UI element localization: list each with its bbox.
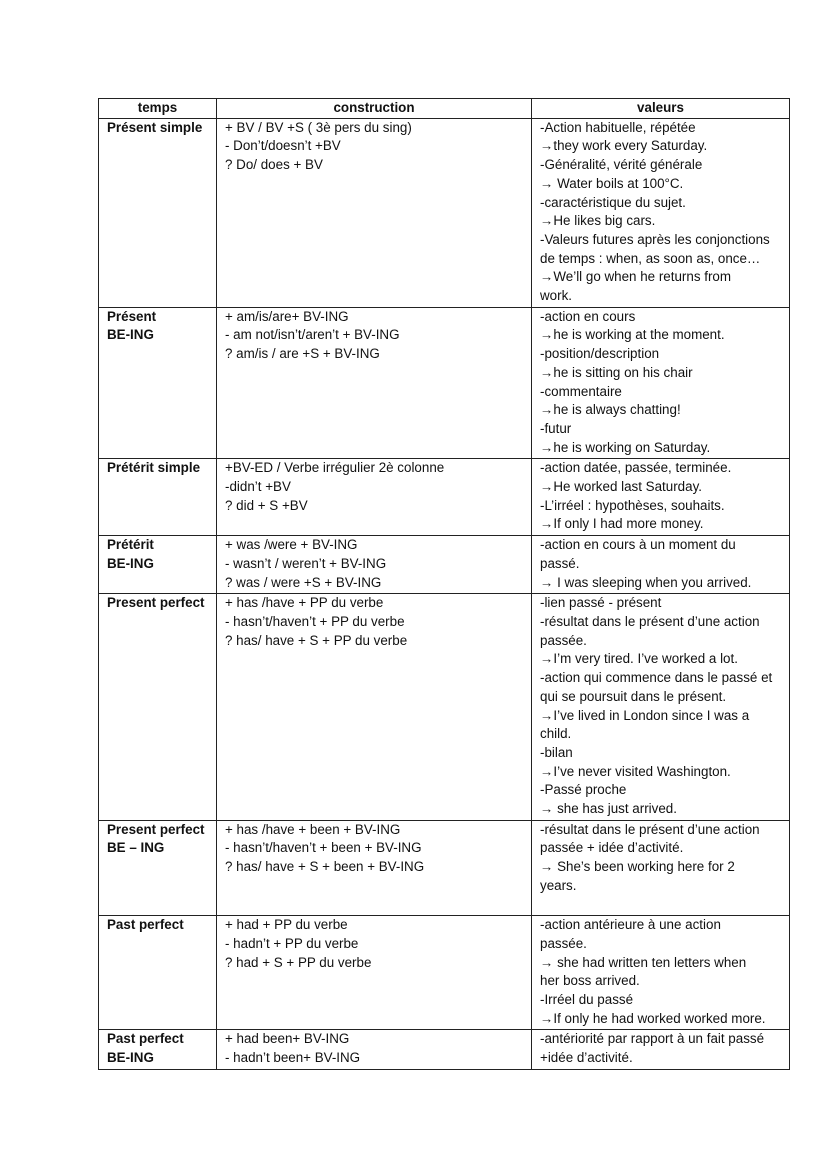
tense-cell [99,916,217,1030]
values-line: -action en cours à un moment du [540,537,736,553]
construction-line: + was /were + BV-ING [225,537,358,553]
values-cell [532,118,790,307]
values-line: →I’ve never visited Washington. [540,763,731,779]
construction-cell [217,820,532,916]
construction-line: ? has/ have + S + PP du verbe [225,632,408,648]
tense-line: BE-ING [107,555,154,571]
table-row [99,118,790,307]
header-row [99,99,790,119]
tense-line: Prétérit [107,537,154,553]
table-row [99,307,790,459]
table-body [99,118,790,1069]
tense-line: Present perfect [107,821,205,837]
values-line: → she has just arrived. [540,801,677,817]
tense-cell [99,536,217,594]
values-line: -Valeurs futures après les conjonctions [540,231,770,247]
values-line: +idée d’activité. [540,1050,633,1066]
table-row [99,820,790,916]
values-line: -Irréel du passé [540,992,634,1008]
construction-cell [217,118,532,307]
tense-line: Present perfect [107,595,205,611]
construction-line: - hasn’t/haven’t + PP du verbe [225,613,405,629]
values-line: -L’irréel : hypothèses, souhaits. [540,497,725,513]
table-row [99,1030,790,1069]
values-line: →they work every Saturday. [540,138,708,154]
values-line: →He likes big cars. [540,213,656,229]
values-line: -résultat dans le présent d’une action [540,821,760,837]
values-line: work. [540,288,572,304]
construction-line: + am/is/are+ BV-ING [225,308,349,324]
construction-cell [217,307,532,459]
tense-line: BE-ING [107,1050,154,1066]
tense-cell [99,594,217,820]
construction-line: - hadn’t been+ BV-ING [225,1050,361,1066]
values-cell [532,459,790,536]
construction-line: + has /have + PP du verbe [225,595,384,611]
construction-line: + has /have + been + BV-ING [225,821,401,837]
values-line [540,896,785,915]
construction-line: - wasn’t / weren’t + BV-ING [225,555,387,571]
values-line: →If only he had worked worked more. [540,1010,766,1026]
header-tense: temps [99,99,217,119]
values-line: passé. [540,555,580,571]
tense-cell [99,1030,217,1069]
values-line: -Action habituelle, répétée [540,119,696,135]
values-line: -position/description [540,346,660,362]
values-cell [532,1030,790,1069]
header-construction: construction [217,99,532,119]
values-line: qui se poursuit dans le présent. [540,688,727,704]
values-cell [532,536,790,594]
values-line: → I was sleeping when you arrived. [540,574,752,590]
values-cell [532,916,790,1030]
values-cell [532,594,790,820]
values-line: -futur [540,420,572,436]
values-line: passée + idée d’activité. [540,840,684,856]
tense-line: Past perfect [107,917,184,933]
tense-line: BE-ING [107,327,154,343]
table-row [99,916,790,1030]
construction-line: + had + PP du verbe [225,917,348,933]
tense-line: BE – ING [107,840,165,856]
tenses-table [98,98,790,1070]
construction-line: ? has/ have + S + been + BV-ING [225,859,425,875]
values-line: -Passé proche [540,782,627,798]
values-line: → Water boils at 100°C. [540,175,684,191]
tense-line: Past perfect [107,1031,184,1047]
values-line: -action en cours [540,308,636,324]
tense-cell [99,820,217,916]
table-row [99,536,790,594]
values-line: her boss arrived. [540,973,640,989]
values-line: -action datée, passée, terminée. [540,460,732,476]
construction-line: - hadn’t + PP du verbe [225,935,359,951]
values-line: -Généralité, vérité générale [540,157,703,173]
table-row [99,594,790,820]
values-line: -antériorité par rapport à un fait passé [540,1031,765,1047]
values-line: passée. [540,632,587,648]
tense-cell [99,459,217,536]
values-line: -commentaire [540,383,622,399]
values-line: → she had written ten letters when [540,954,747,970]
values-line: -bilan [540,744,573,760]
construction-line: -didn’t +BV [225,479,291,495]
header-values: valeurs [532,99,790,119]
values-line: →We’ll go when he returns from [540,269,732,285]
table-row [99,459,790,536]
values-line: -résultat dans le présent d’une action [540,613,760,629]
construction-cell [217,459,532,536]
construction-line: - am not/isn’t/aren’t + BV-ING [225,327,400,343]
values-line: child. [540,726,572,742]
construction-line: + BV / BV +S ( 3è pers du sing) [225,119,412,135]
construction-cell [217,536,532,594]
values-line: -lien passé - présent [540,595,662,611]
construction-cell [217,594,532,820]
values-line: -action antérieure à une action [540,917,721,933]
construction-line: + had been+ BV-ING [225,1031,350,1047]
values-line: →he is always chatting! [540,402,681,418]
construction-line: - hasn’t/haven’t + been + BV-ING [225,840,422,856]
values-line: →He worked last Saturday. [540,479,702,495]
construction-line: ? did + S +BV [225,497,308,513]
values-line: →I’ve lived in London since I was a [540,707,750,723]
construction-cell [217,1030,532,1069]
values-line: →I’m very tired. I’ve worked a lot. [540,651,738,667]
tense-cell [99,307,217,459]
tense-line: Présent simple [107,119,203,135]
construction-line: +BV-ED / Verbe irrégulier 2è colonne [225,460,445,476]
construction-line: ? was / were +S + BV-ING [225,574,382,590]
construction-line: ? Do/ does + BV [225,157,323,173]
values-line: years. [540,877,577,893]
values-line: passée. [540,935,587,951]
values-cell [532,307,790,459]
values-line: → She’s been working here for 2 [540,859,735,875]
values-line: de temps : when, as soon as, once… [540,250,761,266]
tense-line: Présent [107,308,157,324]
values-line: -caractéristique du sujet. [540,194,686,210]
values-line: →he is working on Saturday. [540,439,711,455]
tense-line: Prétérit simple [107,460,201,476]
values-line: -action qui commence dans le passé et [540,670,773,686]
construction-line: ? had + S + PP du verbe [225,954,372,970]
values-cell [532,820,790,916]
tense-cell [99,118,217,307]
construction-line: - Don’t/doesn’t +BV [225,138,341,154]
construction-cell [217,916,532,1030]
values-line: →he is sitting on his chair [540,364,693,380]
values-line: →If only I had more money. [540,516,704,532]
construction-line: ? am/is / are +S + BV-ING [225,346,380,362]
values-line: →he is working at the moment. [540,327,725,343]
